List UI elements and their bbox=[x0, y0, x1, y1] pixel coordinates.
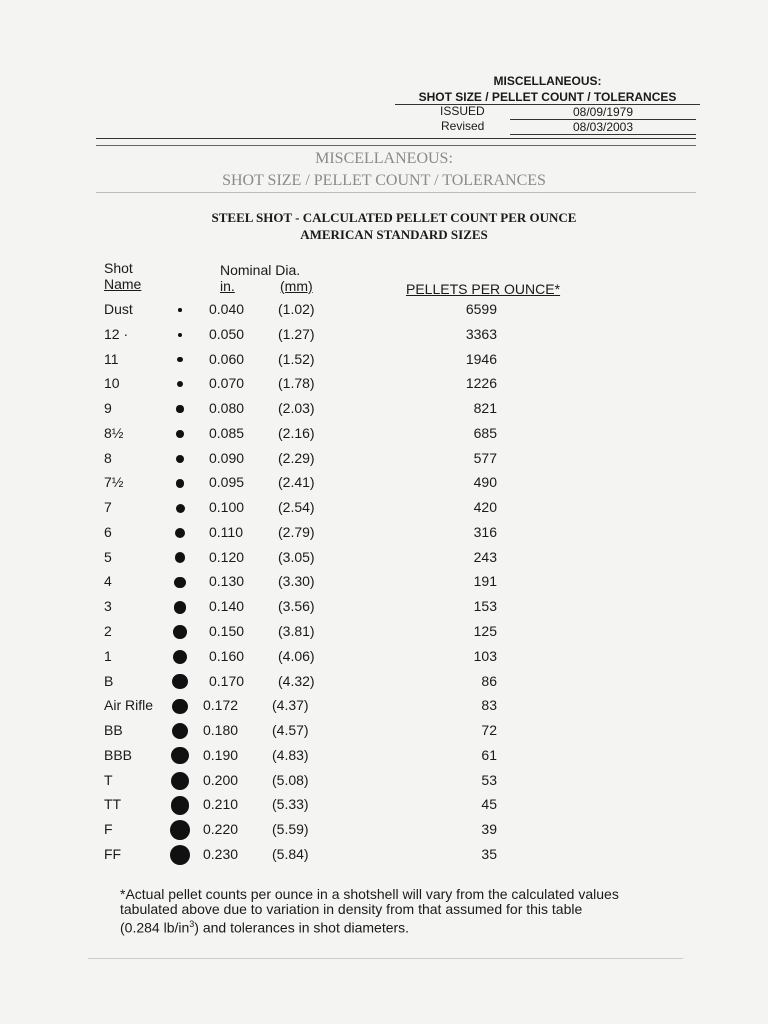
diameter-in: 0.150 bbox=[209, 623, 245, 639]
shot-name: BB bbox=[104, 722, 123, 739]
shot-size-dot bbox=[176, 455, 184, 463]
shot-name: 7 bbox=[104, 499, 112, 516]
divider bbox=[96, 192, 696, 193]
shot-size-dot bbox=[177, 357, 182, 362]
shot-name: 7½ bbox=[104, 474, 124, 491]
shot-name: T bbox=[104, 771, 113, 788]
table-row bbox=[0, 573, 768, 595]
diameter-in: 0.080 bbox=[209, 400, 245, 417]
shot-size-dot bbox=[173, 625, 187, 639]
diameter-in: 0.110 bbox=[209, 523, 243, 540]
table-row bbox=[0, 747, 768, 769]
table-row bbox=[0, 722, 768, 744]
diameter-mm: (2.29) bbox=[278, 449, 315, 466]
shot-size-dot bbox=[178, 333, 183, 338]
pellets-per-ounce: 72 bbox=[481, 722, 497, 739]
pellets-per-ounce: 490 bbox=[473, 474, 497, 491]
table-row bbox=[0, 673, 768, 695]
shot-name: 4 bbox=[104, 573, 112, 590]
shot-name: 10 bbox=[104, 375, 120, 392]
issued-date: 08/09/1979 bbox=[572, 105, 634, 119]
revised-label: Revised bbox=[441, 119, 485, 133]
shot-name: F bbox=[104, 821, 113, 838]
pellets-per-ounce: 6599 bbox=[465, 301, 497, 317]
col-shot: Shot bbox=[104, 260, 133, 276]
shot-size-dot bbox=[177, 381, 183, 387]
shot-size-dot bbox=[171, 796, 190, 815]
diameter-mm: (2.54) bbox=[278, 499, 315, 516]
shot-size-dot bbox=[171, 747, 188, 764]
diameter-mm: (5.84) bbox=[272, 845, 309, 862]
table-row bbox=[0, 375, 768, 397]
table-row bbox=[0, 450, 768, 472]
diameter-mm: (1.02) bbox=[278, 301, 315, 317]
shot-name: 2 bbox=[104, 623, 112, 639]
footnote bbox=[120, 887, 660, 936]
diameter-in: 0.172 bbox=[203, 697, 239, 714]
table-row bbox=[0, 821, 768, 843]
shot-name: 9 bbox=[104, 400, 112, 417]
table-row bbox=[0, 846, 768, 868]
col-nominal: Nominal Dia. bbox=[220, 262, 301, 278]
diameter-in: 0.095 bbox=[209, 474, 245, 491]
shot-size-dot bbox=[174, 577, 186, 589]
diameter-mm: (1.52) bbox=[278, 350, 315, 367]
shot-name: BBB bbox=[104, 746, 133, 763]
table-row bbox=[0, 301, 768, 323]
table-row bbox=[0, 648, 768, 670]
diameter-in: 0.170 bbox=[209, 672, 245, 689]
page-title-line2: SHOT SIZE / PELLET COUNT / TOLERANCES bbox=[222, 172, 546, 189]
diameter-in: 0.100 bbox=[209, 499, 245, 516]
shot-size-dot bbox=[170, 845, 191, 866]
pellets-per-ounce: 83 bbox=[481, 697, 497, 714]
table-row bbox=[0, 400, 768, 422]
pellets-per-ounce: 316 bbox=[473, 523, 497, 540]
footnote-line3-post: ) and tolerances in shot diameters. bbox=[194, 919, 410, 936]
shot-name: 1 bbox=[104, 647, 112, 664]
pellets-per-ounce: 577 bbox=[473, 449, 497, 466]
shot-name: Air Rifle bbox=[104, 697, 154, 714]
diameter-in: 0.220 bbox=[203, 821, 239, 838]
shot-name: 8 bbox=[104, 449, 112, 466]
table-row bbox=[0, 772, 768, 794]
pellets-per-ounce: 821 bbox=[473, 400, 497, 417]
shot-size-dot bbox=[176, 430, 184, 438]
pellets-per-ounce: 61 bbox=[481, 746, 497, 763]
shot-size-dot bbox=[176, 405, 183, 412]
pellets-per-ounce: 685 bbox=[473, 424, 497, 441]
table-row bbox=[0, 425, 768, 447]
table-row bbox=[0, 549, 768, 571]
shot-name: 8½ bbox=[104, 424, 124, 441]
diameter-mm: (3.05) bbox=[278, 548, 315, 565]
diameter-mm: (4.32) bbox=[278, 672, 315, 689]
col-in: in. bbox=[220, 278, 235, 294]
shot-name: 6 bbox=[104, 523, 112, 540]
diameter-in: 0.200 bbox=[203, 771, 239, 788]
shot-size-dot bbox=[171, 772, 189, 790]
diameter-mm: (2.79) bbox=[278, 523, 315, 540]
diameter-mm: (5.33) bbox=[272, 796, 309, 813]
pellets-per-ounce: 53 bbox=[481, 771, 497, 788]
diameter-in: 0.210 bbox=[203, 796, 239, 813]
shot-name: 5 bbox=[104, 548, 112, 565]
diameter-in: 0.130 bbox=[209, 573, 245, 590]
shot-size-dot bbox=[175, 552, 186, 563]
diameter-mm: (5.59) bbox=[272, 821, 309, 838]
table-row bbox=[0, 623, 768, 645]
diameter-mm: (4.83) bbox=[272, 746, 309, 763]
shot-size-dot bbox=[175, 528, 185, 538]
pellets-per-ounce: 153 bbox=[473, 598, 497, 615]
shot-size-dot bbox=[172, 699, 187, 714]
shot-size-dot bbox=[178, 308, 182, 312]
diameter-in: 0.180 bbox=[203, 722, 239, 739]
table-row bbox=[0, 598, 768, 620]
diameter-in: 0.050 bbox=[209, 325, 245, 342]
pellets-per-ounce: 3363 bbox=[465, 325, 497, 342]
footnote-sup: 3 bbox=[189, 919, 195, 929]
diameter-mm: (3.56) bbox=[278, 598, 315, 615]
header-title-line1: MISCELLANEOUS: bbox=[493, 74, 602, 88]
diameter-mm: (2.41) bbox=[278, 474, 315, 491]
table-row bbox=[0, 351, 768, 373]
subtitle-line1: STEEL SHOT - CALCULATED PELLET COUNT PER OUNCE bbox=[211, 210, 577, 225]
pellets-per-ounce: 35 bbox=[481, 845, 497, 862]
diameter-mm: (4.06) bbox=[278, 647, 315, 664]
divider bbox=[96, 138, 696, 139]
table-row bbox=[0, 326, 768, 348]
pellets-per-ounce: 86 bbox=[481, 672, 497, 689]
shot-size-dot bbox=[174, 601, 187, 614]
pellets-per-ounce: 191 bbox=[473, 573, 497, 590]
diameter-mm: (2.03) bbox=[278, 400, 315, 417]
pellets-per-ounce: 45 bbox=[481, 796, 497, 813]
pellets-per-ounce: 243 bbox=[473, 548, 497, 565]
diameter-in: 0.160 bbox=[209, 647, 245, 664]
shot-name: 3 bbox=[104, 598, 112, 615]
page-title-line1: MISCELLANEOUS: bbox=[315, 150, 453, 167]
diameter-mm: (1.78) bbox=[278, 375, 315, 392]
shot-name: B bbox=[104, 672, 114, 689]
divider bbox=[88, 958, 683, 959]
pellets-per-ounce: 125 bbox=[473, 623, 497, 639]
pellets-per-ounce: 1946 bbox=[465, 350, 497, 367]
diameter-mm: (5.08) bbox=[272, 771, 309, 788]
col-pellets: PELLETS PER OUNCE* bbox=[406, 281, 561, 297]
diameter-in: 0.230 bbox=[203, 845, 239, 862]
diameter-in: 0.120 bbox=[209, 548, 245, 565]
diameter-in: 0.190 bbox=[203, 746, 239, 763]
shot-name: TT bbox=[104, 796, 122, 813]
shot-size-dot bbox=[176, 479, 185, 488]
col-mm: (mm) bbox=[280, 278, 313, 294]
pellets-per-ounce: 103 bbox=[473, 647, 497, 664]
diameter-in: 0.140 bbox=[209, 598, 245, 615]
table-row bbox=[0, 524, 768, 546]
diameter-in: 0.070 bbox=[209, 375, 245, 392]
shot-size-dot bbox=[172, 674, 187, 689]
header-title-line2: SHOT SIZE / PELLET COUNT / TOLERANCES bbox=[418, 90, 677, 104]
diameter-mm: (1.27) bbox=[278, 325, 315, 342]
issued-label: ISSUED bbox=[440, 104, 485, 118]
revised-date: 08/03/2003 bbox=[572, 120, 634, 134]
shot-name: 11 bbox=[104, 350, 119, 367]
diameter-mm: (3.81) bbox=[278, 623, 315, 639]
footnote-line3-pre: (0.284 lb/in bbox=[120, 919, 190, 936]
table-row bbox=[0, 697, 768, 719]
subtitle-line2: AMERICAN STANDARD SIZES bbox=[300, 227, 488, 242]
table-row bbox=[0, 474, 768, 496]
shot-size-dot bbox=[176, 504, 185, 513]
diameter-mm: (3.30) bbox=[278, 573, 315, 590]
shot-size-dot bbox=[173, 650, 187, 664]
pellets-per-ounce: 39 bbox=[481, 821, 497, 838]
pellets-per-ounce: 1226 bbox=[465, 375, 497, 392]
divider bbox=[510, 134, 696, 135]
table-row bbox=[0, 499, 768, 521]
diameter-mm: (2.16) bbox=[278, 424, 315, 441]
shot-size-dot bbox=[170, 820, 190, 840]
col-name: Name bbox=[104, 276, 142, 292]
footnote-line2: tabulated above due to variation in density from that assumed for this table bbox=[120, 901, 583, 917]
diameter-in: 0.085 bbox=[209, 424, 245, 441]
table-row bbox=[0, 796, 768, 818]
shot-size-dot bbox=[172, 723, 188, 739]
diameter-in: 0.060 bbox=[209, 350, 245, 367]
diameter-mm: (4.57) bbox=[272, 722, 309, 739]
shot-name: FF bbox=[104, 845, 122, 862]
diameter-mm: (4.37) bbox=[272, 697, 309, 714]
shot-name: 12 · bbox=[104, 325, 129, 342]
diameter-in: 0.090 bbox=[209, 449, 245, 466]
diameter-in: 0.040 bbox=[209, 301, 245, 317]
footnote-line1: *Actual pellet counts per ounce in a shotshell will vary from the calculated values bbox=[120, 886, 619, 902]
pellets-per-ounce: 420 bbox=[473, 499, 497, 516]
divider bbox=[96, 145, 696, 146]
shot-name: Dust bbox=[104, 301, 133, 317]
